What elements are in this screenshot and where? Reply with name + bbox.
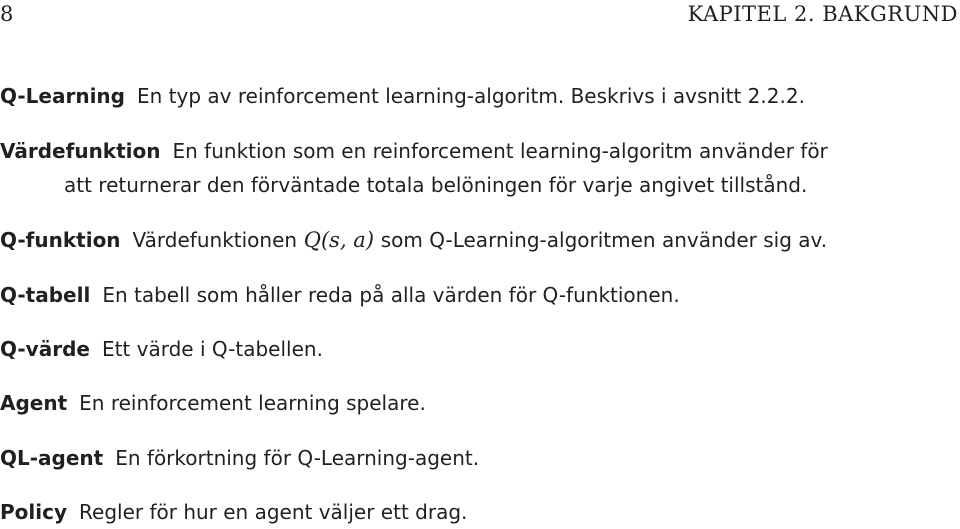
glossary-entry-q-varde: [0, 333, 960, 366]
glossary-entry-policy: [0, 496, 960, 529]
glossary-definition: En reinforcement learning spelare.: [79, 391, 426, 415]
glossary-entry-vardefunktion: [0, 135, 960, 168]
math-expression: Q(s, a): [303, 228, 375, 252]
glossary-definition: En funktion som en reinforcement learning-algoritm använder för: [172, 139, 828, 163]
glossary-term: QL-agent: [0, 446, 104, 470]
glossary-term: Q-funktion: [0, 228, 121, 252]
page-number: 8: [0, 2, 14, 26]
glossary-definition: Ett värde i Q-tabellen.: [101, 337, 323, 361]
glossary-definition-continuation: att returnerar den förväntade totala belöningen för varje angivet tillstånd.: [64, 173, 808, 197]
glossary-term: Policy: [0, 500, 68, 524]
glossary-entry-ql-agent: [0, 442, 960, 475]
glossary-entry-q-tabell: [0, 279, 960, 312]
glossary-term: Q-värde: [0, 337, 90, 361]
glossary-term: Agent: [0, 391, 68, 415]
glossary-term: Q-tabell: [0, 283, 91, 307]
glossary-definition: En typ av reinforcement learning-algoritm. Beskrivs i avsnitt 2.2.2.: [137, 84, 805, 108]
glossary-definition-after: som Q-Learning-algoritmen använder sig av.: [380, 228, 828, 252]
glossary-definition-before: Värdefunktionen: [132, 228, 298, 252]
glossary-entry-agent: [0, 387, 960, 420]
running-head: [0, 0, 958, 28]
glossary-definition: En tabell som håller reda på alla värden för Q-funktionen.: [102, 283, 680, 307]
glossary-definition: Regler för hur en agent väljer ett drag.: [79, 500, 468, 524]
glossary-term: Värdefunktion: [0, 139, 161, 163]
glossary-definition: En förkortning för Q-Learning-agent.: [115, 446, 480, 470]
glossary-entry-q-learning: [0, 80, 960, 113]
glossary-term: Q-Learning: [0, 84, 125, 108]
glossary-entry-q-funktion: [0, 224, 960, 257]
chapter-title: KAPITEL 2. BAKGRUND: [687, 2, 958, 26]
